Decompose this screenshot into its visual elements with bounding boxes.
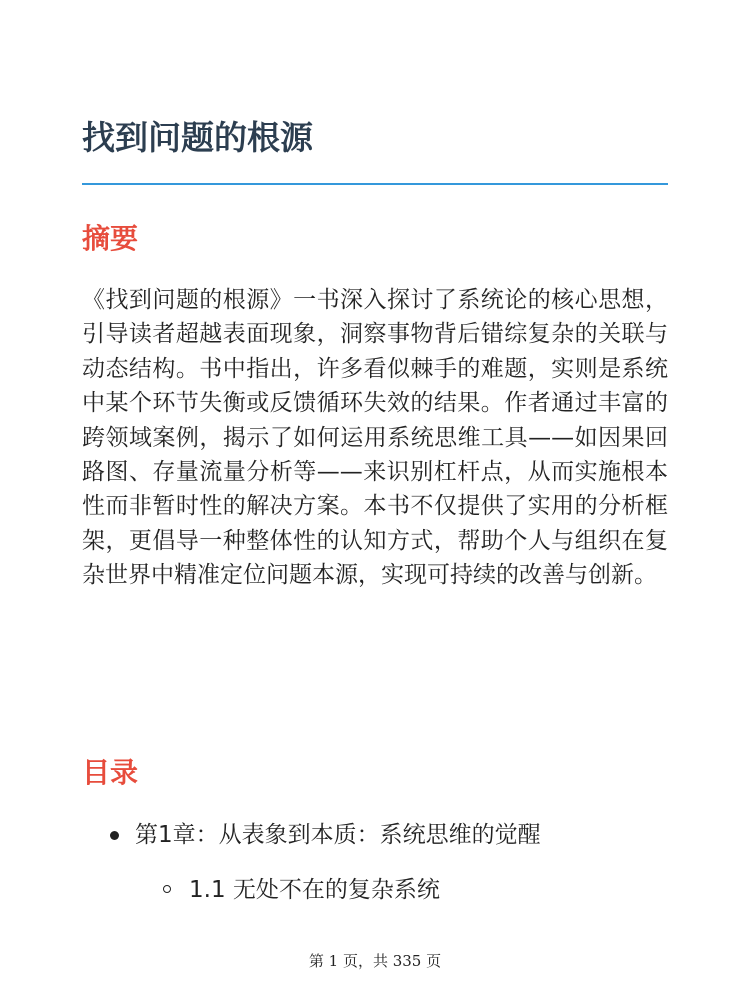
summary-heading: 摘要 bbox=[82, 222, 139, 255]
toc-item-label: 1.1 无处不在的复杂系统 bbox=[189, 877, 440, 903]
bullet-circle-icon bbox=[163, 885, 171, 893]
page-footer: 第 1 页，共 335 页 bbox=[308, 952, 442, 970]
bullet-disc-icon bbox=[110, 831, 119, 840]
toc-list bbox=[82, 818, 668, 907]
summary-paragraph: 《找到问题的根源》一书深入探讨了系统论的核心思想，引导读者超越表面现象，洞察事物背后错综复杂的关联与动态结构。书中指出，许多看似棘手的难题，实则是系统中某个环节失衡或反馈循环失效的结果。作者通过丰富的跨领域案例，揭示了如何运用系统思维工具——如因果回路图、存量流量分析等——来识别杠杆点，从而实施根本性而非暂时性的解决方案。本书不仅提供了实用的分析框架，更倡导一种整体性的认知方式，帮助个人与组织在复杂世界中精准定位问题本源，实现可持续的改善与创新。 bbox=[82, 287, 668, 589]
title-divider bbox=[82, 183, 668, 185]
document-page bbox=[82, 0, 668, 1000]
toc-item-chapter-1[interactable] bbox=[82, 818, 668, 852]
toc-heading: 目录 bbox=[82, 756, 139, 789]
toc-item-section-1-1[interactable] bbox=[82, 873, 668, 907]
toc-item-label: 第1章：从表象到本质：系统思维的觉醒 bbox=[135, 822, 541, 848]
document-title: 找到问题的根源 bbox=[82, 118, 313, 157]
